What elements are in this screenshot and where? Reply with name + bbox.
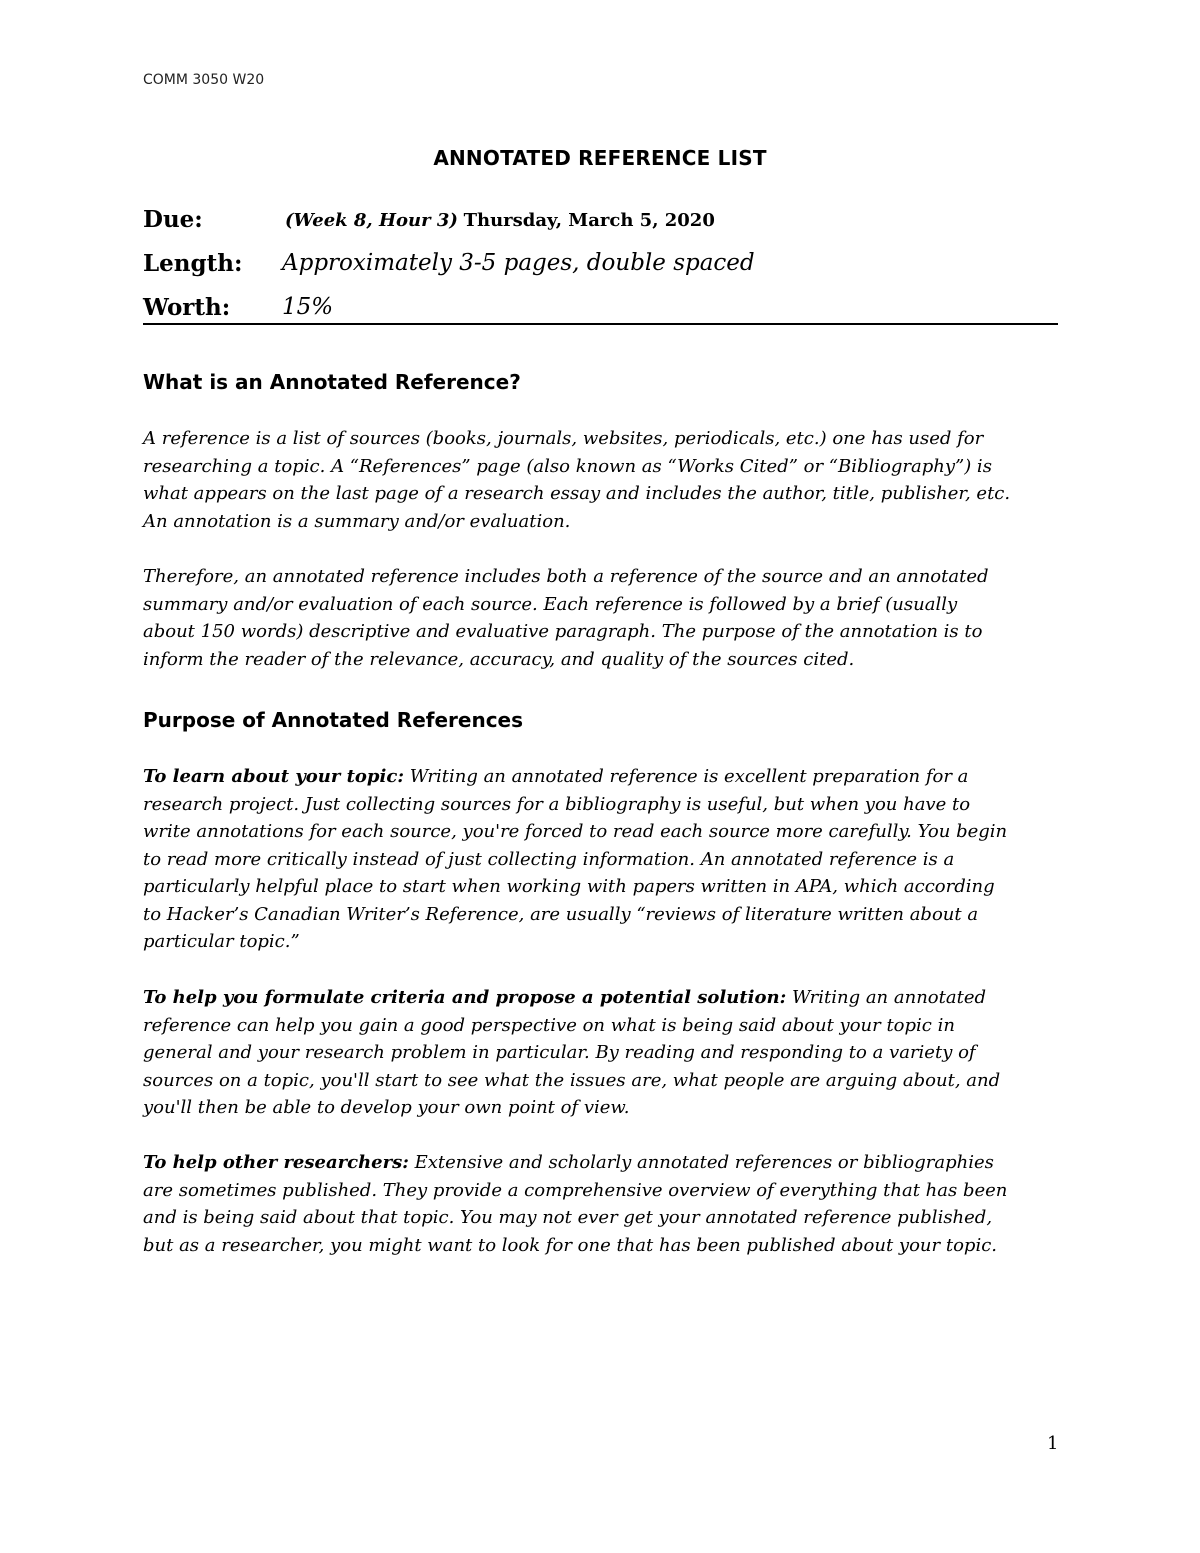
course-header: COMM 3050 W20 — [143, 72, 265, 88]
paragraph-line: particular topic.” — [143, 931, 300, 952]
due-detail: (Week 8, Hour 3) — [285, 210, 458, 231]
paragraph-line: to Hacker’s Canadian Writer’s Reference, are usually “reviews of literature written about a — [143, 903, 979, 925]
paragraph-line: and is being said about that topic. You may not ever get your annotated reference published, — [143, 1207, 993, 1228]
purpose-lead: To help you formulate criteria and propose a potential solution: — [143, 987, 787, 1008]
page-number: 1 — [1047, 1433, 1059, 1454]
paragraph-line: sources on a topic, you'll start to see what the issues are, what people are arguing about, and — [143, 1069, 1001, 1091]
length-label: Length: — [143, 250, 243, 277]
paragraph-line: about 150 words) descriptive and evaluative paragraph. The purpose of the annotation is to — [143, 621, 983, 642]
due-label: Due: — [143, 206, 203, 233]
paragraph-line: A reference is a list of sources (books, journals, websites, periodicals, etc.) one has used for — [143, 428, 984, 449]
paragraph-line: what appears on the last page of a research essay and includes the author, title, publisher, etc. — [143, 483, 1011, 504]
paragraph-line: researching a topic. A “References” page (also known as “Works Cited” or “Bibliography”) is — [143, 455, 992, 477]
paragraph-line: reference can help you gain a good perspective on what is being said about your topic in — [143, 1014, 955, 1036]
purpose-lead: To help other researchers: — [143, 1152, 409, 1173]
paragraph-line — [143, 763, 1058, 791]
paragraph-line: general and your research problem in particular. By reading and responding to a variety of — [143, 1042, 976, 1063]
due-date: Thursday, March 5, 2020 — [463, 210, 715, 231]
purpose-text: Writing an annotated reference is excellent preparation for a — [403, 766, 969, 787]
purpose-text: Writing an annotated — [786, 987, 986, 1008]
paragraph-line: summary and/or evaluation of each source. Each reference is followed by a brief (usually — [143, 593, 958, 615]
header-divider — [143, 323, 1058, 325]
section-heading-what-is: What is an Annotated Reference? — [143, 370, 521, 394]
document-title: ANNOTATED REFERENCE LIST — [433, 146, 767, 170]
worth-label: Worth: — [143, 294, 231, 321]
worth-value: 15% — [282, 294, 334, 320]
paragraph-line: are sometimes published. They provide a comprehensive overview of everything that has been — [143, 1179, 1008, 1201]
paragraph-line — [143, 984, 1058, 1012]
paragraph-line: particularly helpful place to start when working with papers written in APA, which according — [143, 876, 995, 897]
paragraph-line — [143, 1149, 1058, 1177]
section-heading-purpose: Purpose of Annotated References — [143, 708, 524, 732]
paragraph-line: you'll then be able to develop your own point of view. — [143, 1097, 630, 1118]
paragraph-line: to read more critically instead of just collecting information. An annotated reference is a — [143, 848, 955, 870]
paragraph-line: research project. Just collecting sources for a bibliography is useful, but when you have to — [143, 793, 971, 815]
paragraph-line: but as a researcher, you might want to look for one that has been published about your topic. — [143, 1234, 998, 1256]
paragraph-line: An annotation is a summary and/or evaluation. — [143, 510, 571, 532]
paragraph-definition — [143, 425, 1058, 535]
purpose-lead: To learn about your topic: — [143, 766, 404, 787]
due-value — [285, 210, 715, 231]
paragraph-line: inform the reader of the relevance, accuracy, and quality of the sources cited. — [143, 648, 855, 670]
paragraph-line: write annotations for each source, you're forced to read each source more carefully. You begin — [143, 821, 1008, 842]
purpose-text: Extensive and scholarly annotated references or bibliographies — [408, 1152, 994, 1173]
paragraph-line: Therefore, an annotated reference includes both a reference of the source and an annotated — [143, 566, 989, 587]
purpose-formulate-criteria — [143, 984, 1058, 1122]
purpose-other-researchers — [143, 1149, 1058, 1259]
length-value: Approximately 3-5 pages, double spaced — [282, 250, 755, 276]
purpose-learn-topic — [143, 763, 1058, 956]
paragraph-therefore — [143, 563, 1058, 673]
